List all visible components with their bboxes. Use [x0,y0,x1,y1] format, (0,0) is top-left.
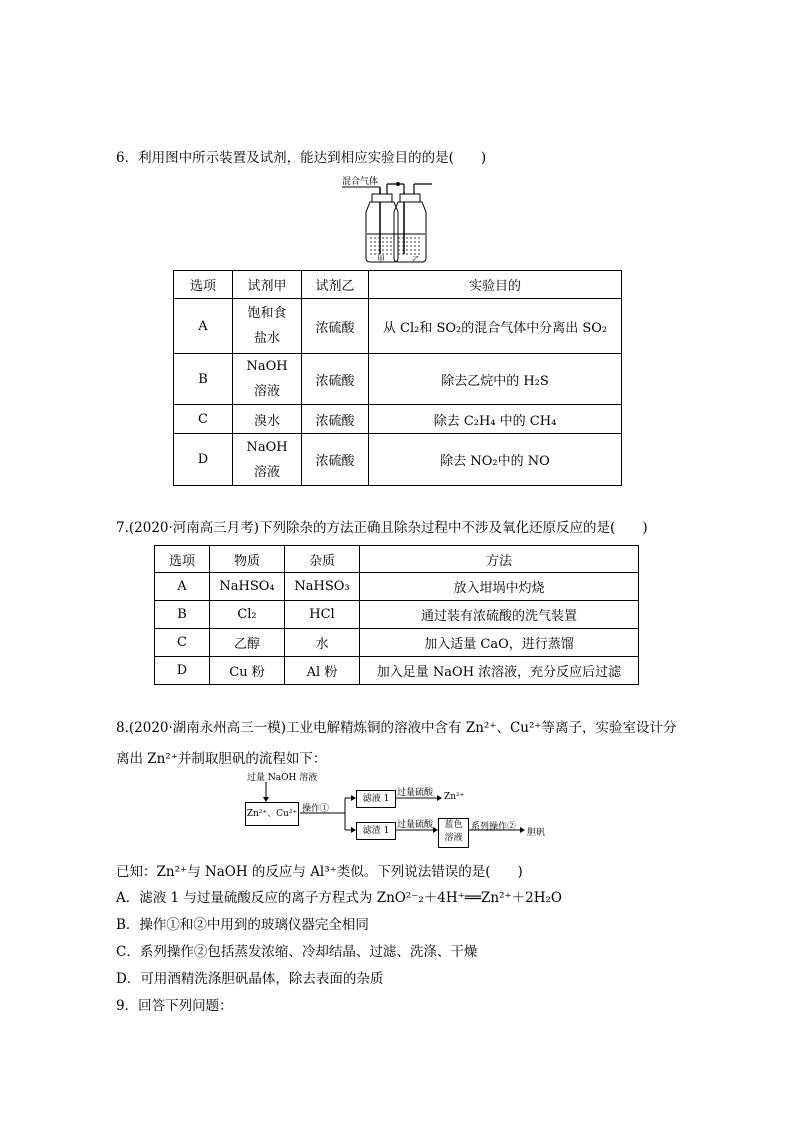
q6-reagent-a: 溴水 [233,405,302,434]
bottle-b-label: 乙 [412,255,420,264]
product1-label: Zn²⁺ [444,792,465,802]
q6-header: 试剂乙 [302,271,369,299]
q8-stem-line2: 离出 Zn²⁺并制取胆矾的流程如下： [116,751,327,767]
q6-stem: 6．利用图中所示装置及试剂，能达到相应实验目的的是( ) [116,150,487,166]
q6-option: C [174,405,233,434]
gas-label: 混合气体 [342,177,379,187]
q6-header: 试剂甲 [233,271,302,299]
q6-goal: 除去 NO₂中的 NO [369,434,622,486]
q8-option-a: A．滤液 1 与过量硫酸反应的离子方程式为 ZnO²⁻₂＋4H⁺══Zn²⁺＋2H₂O [116,890,563,906]
q6-row-d [174,434,622,486]
q7-table [154,545,639,685]
q6-option: A [174,299,233,354]
q6-goal: 除去 C₂H₄ 中的 CH₄ [369,405,622,434]
q6-row-a [174,299,622,354]
bottle-a [366,202,398,262]
q7-header: 选项 [155,546,210,573]
q8-option-b: B．操作①和②中用到的玻璃仪器完全相同 [116,917,369,933]
q6-goal: 除去乙烷中的 H₂S [369,354,622,405]
q8-stem-line1: 8.(2020·湖南永州高三一模)工业电解精炼铜的溶液中含有 Zn²⁺、Cu²⁺等离子，实验室设计分 [116,720,677,736]
q7-header: 物质 [210,546,285,573]
blue-solution-box: 蓝色 溶液 [438,818,469,848]
bottle-b [394,202,426,262]
q8-option-d: D．可用酒精洗涤胆矾晶体，除去表面的杂质 [116,971,384,987]
q6-reagent-a: NaOH 溶液 [233,354,302,405]
gas-washing-bottles-figure [340,172,450,264]
bottle-a-label: 甲 [377,255,385,264]
q7-stem: 7.(2020·河南高三月考)下列除杂的方法正确且除杂过程中不涉及氧化还原反应的是( ) [116,520,648,536]
q7-row-a: A NaHSO₄ NaHSO₃ 放入坩埚中灼烧 [155,573,639,601]
q6-option: D [174,434,233,486]
acid2-label: 过量硫酸 [397,820,434,830]
acid1-label: 过量硫酸 [397,788,434,798]
op1-label: 操作① [302,804,330,814]
q6-row-c [174,405,622,434]
q8-option-c: C．系列操作②包括蒸发浓缩、冷却结晶、过滤、洗涤、干燥 [116,944,478,960]
q6-reagent-b: 浓硫酸 [302,434,369,486]
q6-table [173,270,622,486]
stopper-a [372,194,392,202]
filtrate-box: 滤液 1 [356,790,396,808]
q6-reagent-a: 饱和食 盐水 [233,299,302,354]
stopper-b [400,194,420,202]
q7-header: 方法 [360,546,639,573]
q6-reagent-b: 浓硫酸 [302,299,369,354]
q6-goal: 从 Cl₂和 SO₂的混合气体中分离出 SO₂ [369,299,622,354]
q6-reagent-a: NaOH 溶液 [233,434,302,486]
q6-option: B [174,354,233,405]
q8-flow-diagram [245,768,575,850]
q6-reagent-b: 浓硫酸 [302,405,369,434]
q7-row-b: B Cl₂ HCl 通过装有浓硫酸的洗气装置 [155,601,639,629]
reagent-label: 过量 NaOH 溶液 [247,773,318,783]
q7-row-c: C 乙醇 水 加入适量 CaO，进行蒸馏 [155,629,639,657]
q6-row-b [174,354,622,405]
q9-stem: 9．回答下列问题： [116,998,233,1014]
op2-label: 系列操作② [471,822,517,832]
q6-header: 选项 [174,271,233,299]
q7-row-d: D Cu 粉 Al 粉 加入足量 NaOH 浓溶液，充分反应后过滤 [155,657,639,685]
residue-box: 滤渣 1 [356,822,396,840]
start-ions-box: Zn²⁺、Cu²⁺ [245,802,299,826]
q8-note: 已知：Zn²⁺与 NaOH 的反应与 Al³⁺类似。下列说法错误的是( ) [116,864,523,880]
q7-header: 杂质 [285,546,360,573]
product2-label: 胆矾 [527,828,546,838]
q6-reagent-b: 浓硫酸 [302,354,369,405]
q6-header: 实验目的 [369,271,622,299]
